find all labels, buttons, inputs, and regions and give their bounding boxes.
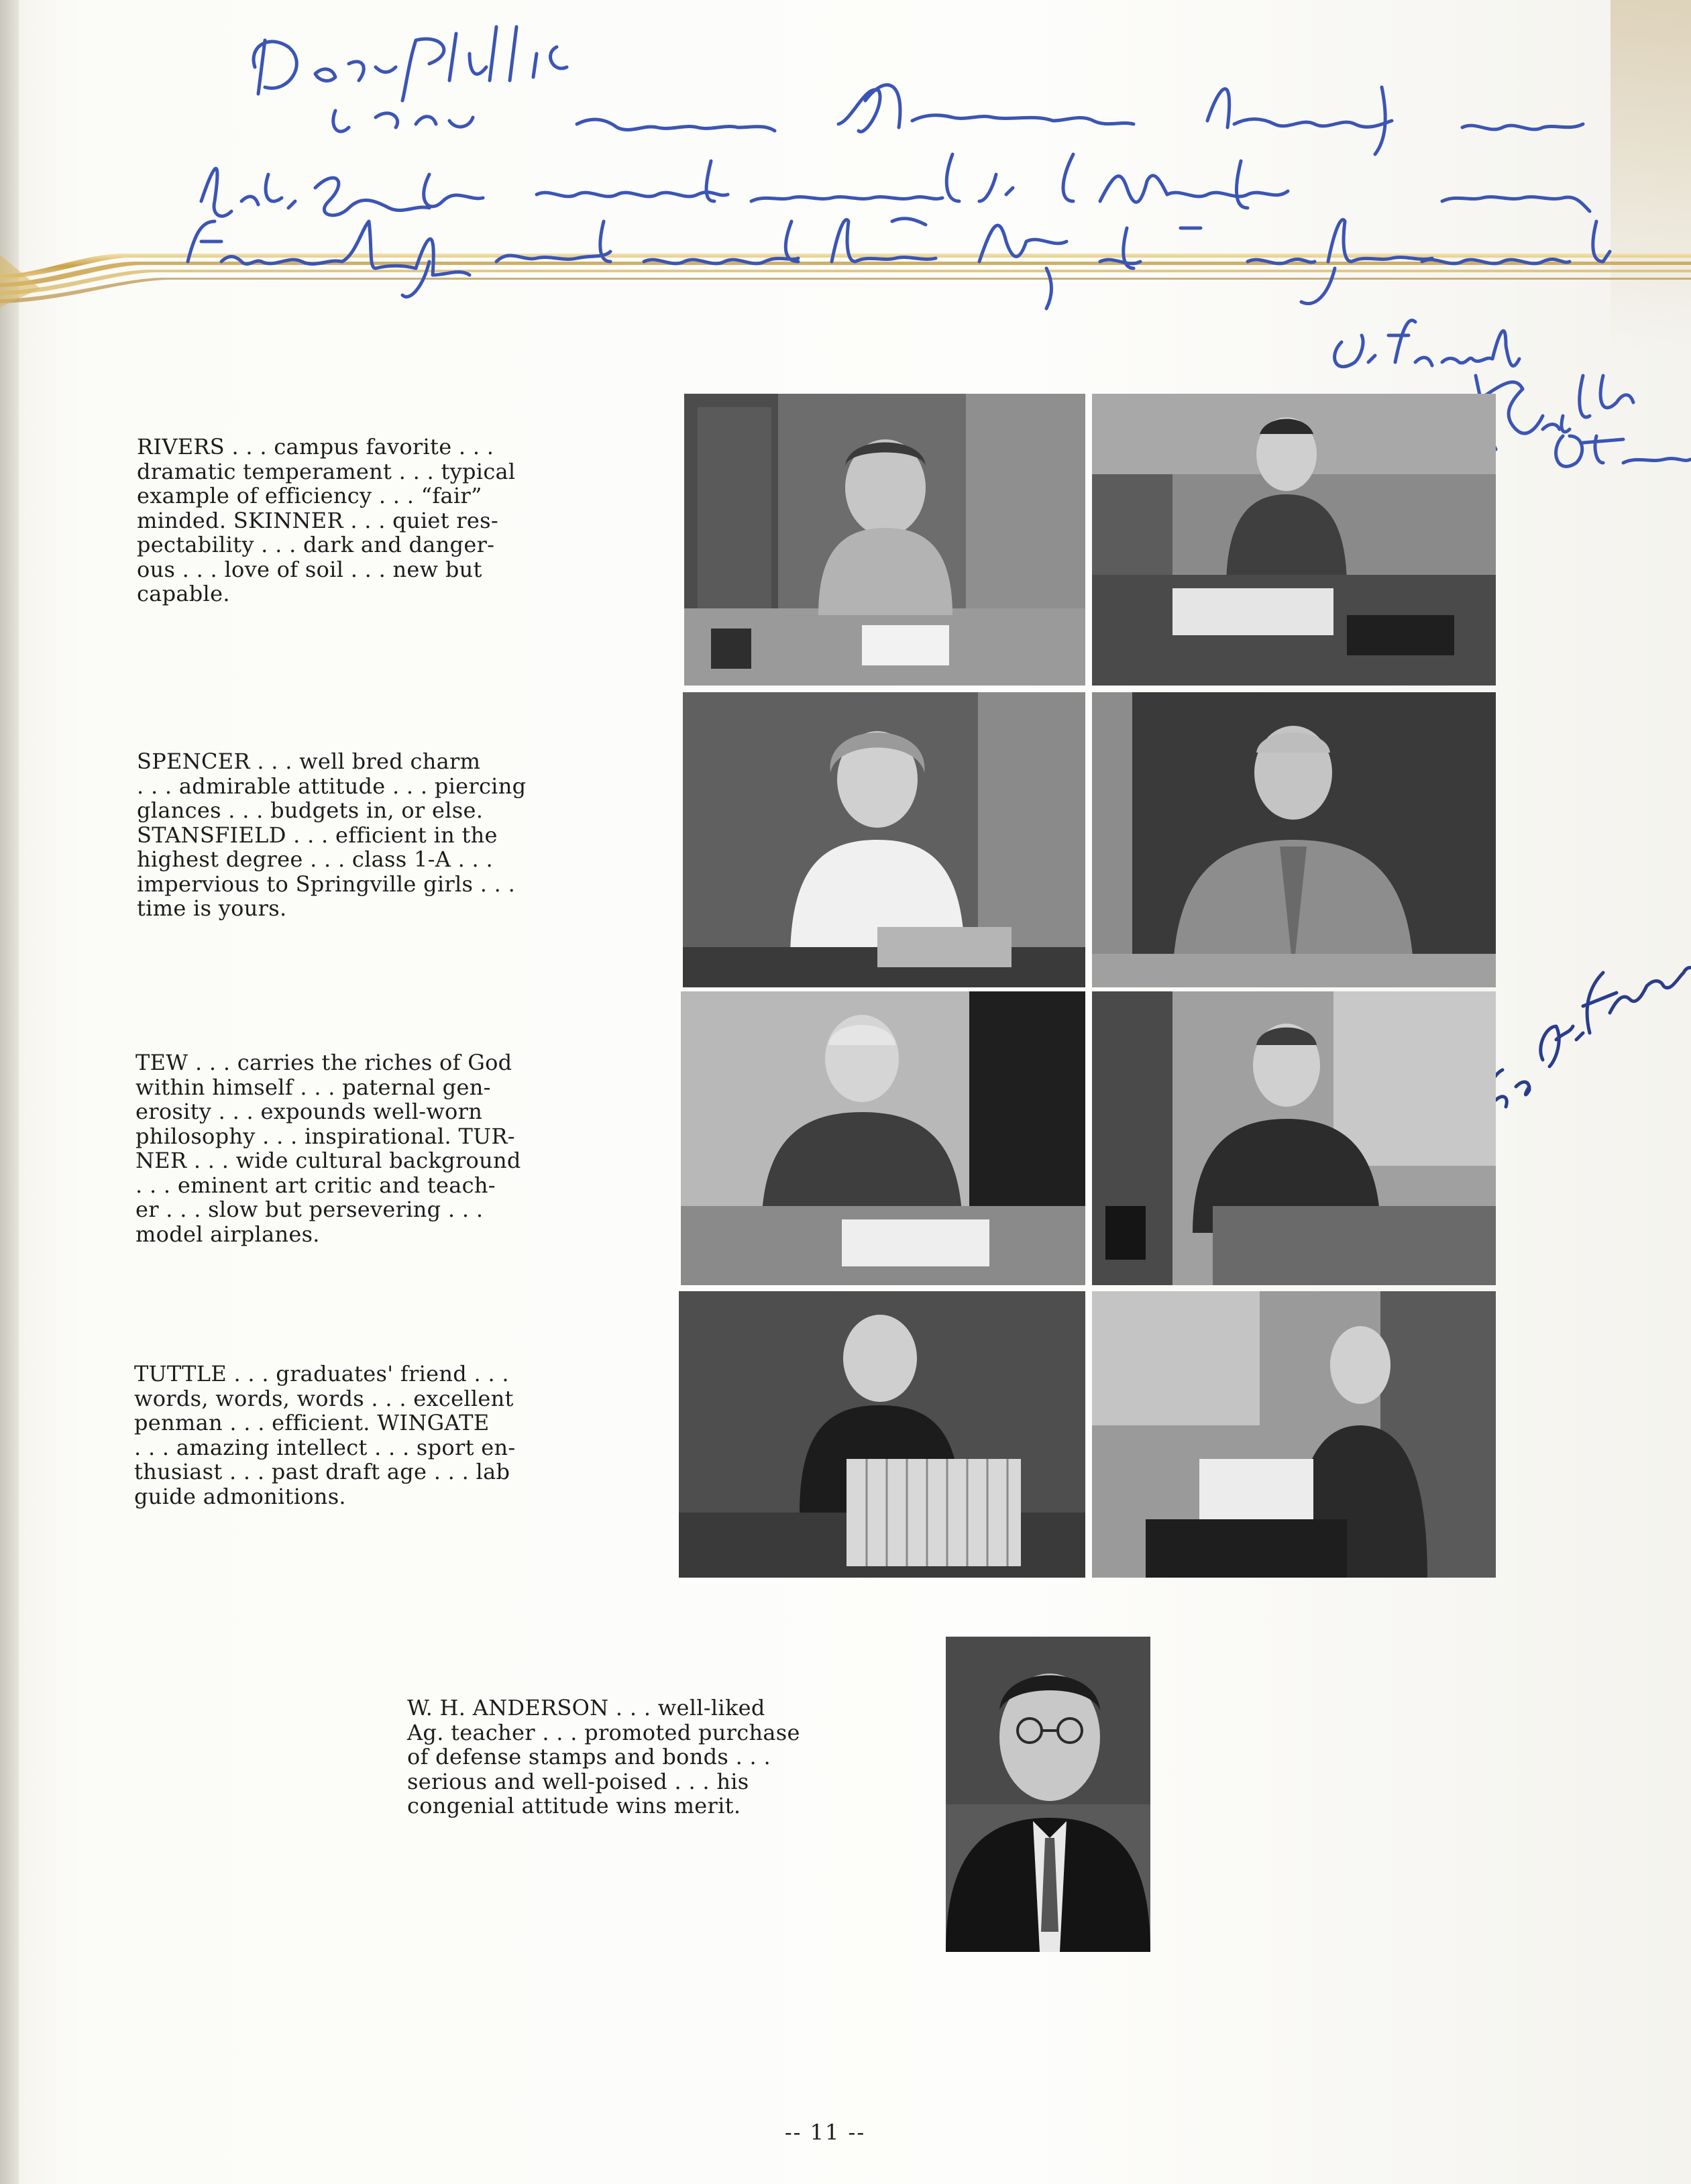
photo-stansfield — [1092, 692, 1496, 987]
photo-spencer — [683, 692, 1085, 987]
photo-turner — [1092, 991, 1496, 1285]
caption-rivers-skinner: RIVERS . . . campus favorite . . . dramatic temperament . . . typical example of efficiency . . . “fair” minded. SKINNER . . . quiet res- pectability . . . dark and danger- ous . . . love of soil . . . new but capable. — [137, 434, 516, 606]
photo-tuttle — [679, 1291, 1085, 1578]
photo-skinner — [1092, 394, 1496, 686]
photo-anderson — [946, 1637, 1150, 1952]
caption-tuttle-wingate: TUTTLE . . . graduates' friend . . . words, words, words . . . excellent penman . . . efficient. WINGATE . . . amazing intellect . . . sport en- thusiast . . . past draft age . . . lab guide admonitions. — [134, 1361, 516, 1509]
page-number: -- 11 -- — [784, 2120, 866, 2145]
photo-rivers — [684, 394, 1085, 686]
photo-tew — [681, 991, 1085, 1285]
caption-tew-turner: TEW . . . carries the riches of God within himself . . . paternal gen- erosity . . . expounds well-worn philosophy . . . inspirational. TUR- NER . . . wide cultural background . . . eminent art critic and teach- er . . . slow but persevering . . . model airplanes. — [135, 1050, 521, 1247]
caption-anderson: W. H. ANDERSON . . . well-liked Ag. teacher . . . promoted purchase of defense stamps and bonds . . . serious and well-poised . . . his congenial attitude wins merit. — [407, 1695, 800, 1818]
caption-spencer-stansfield: SPENCER . . . well bred charm . . . admirable attitude . . . piercing glances . . . budgets in, or else. STANSFIELD . . . efficient in the highest degree . . . class 1-A . . . impervious to Springville girls . . . time is yours. — [137, 749, 527, 921]
photo-wingate — [1092, 1291, 1496, 1578]
